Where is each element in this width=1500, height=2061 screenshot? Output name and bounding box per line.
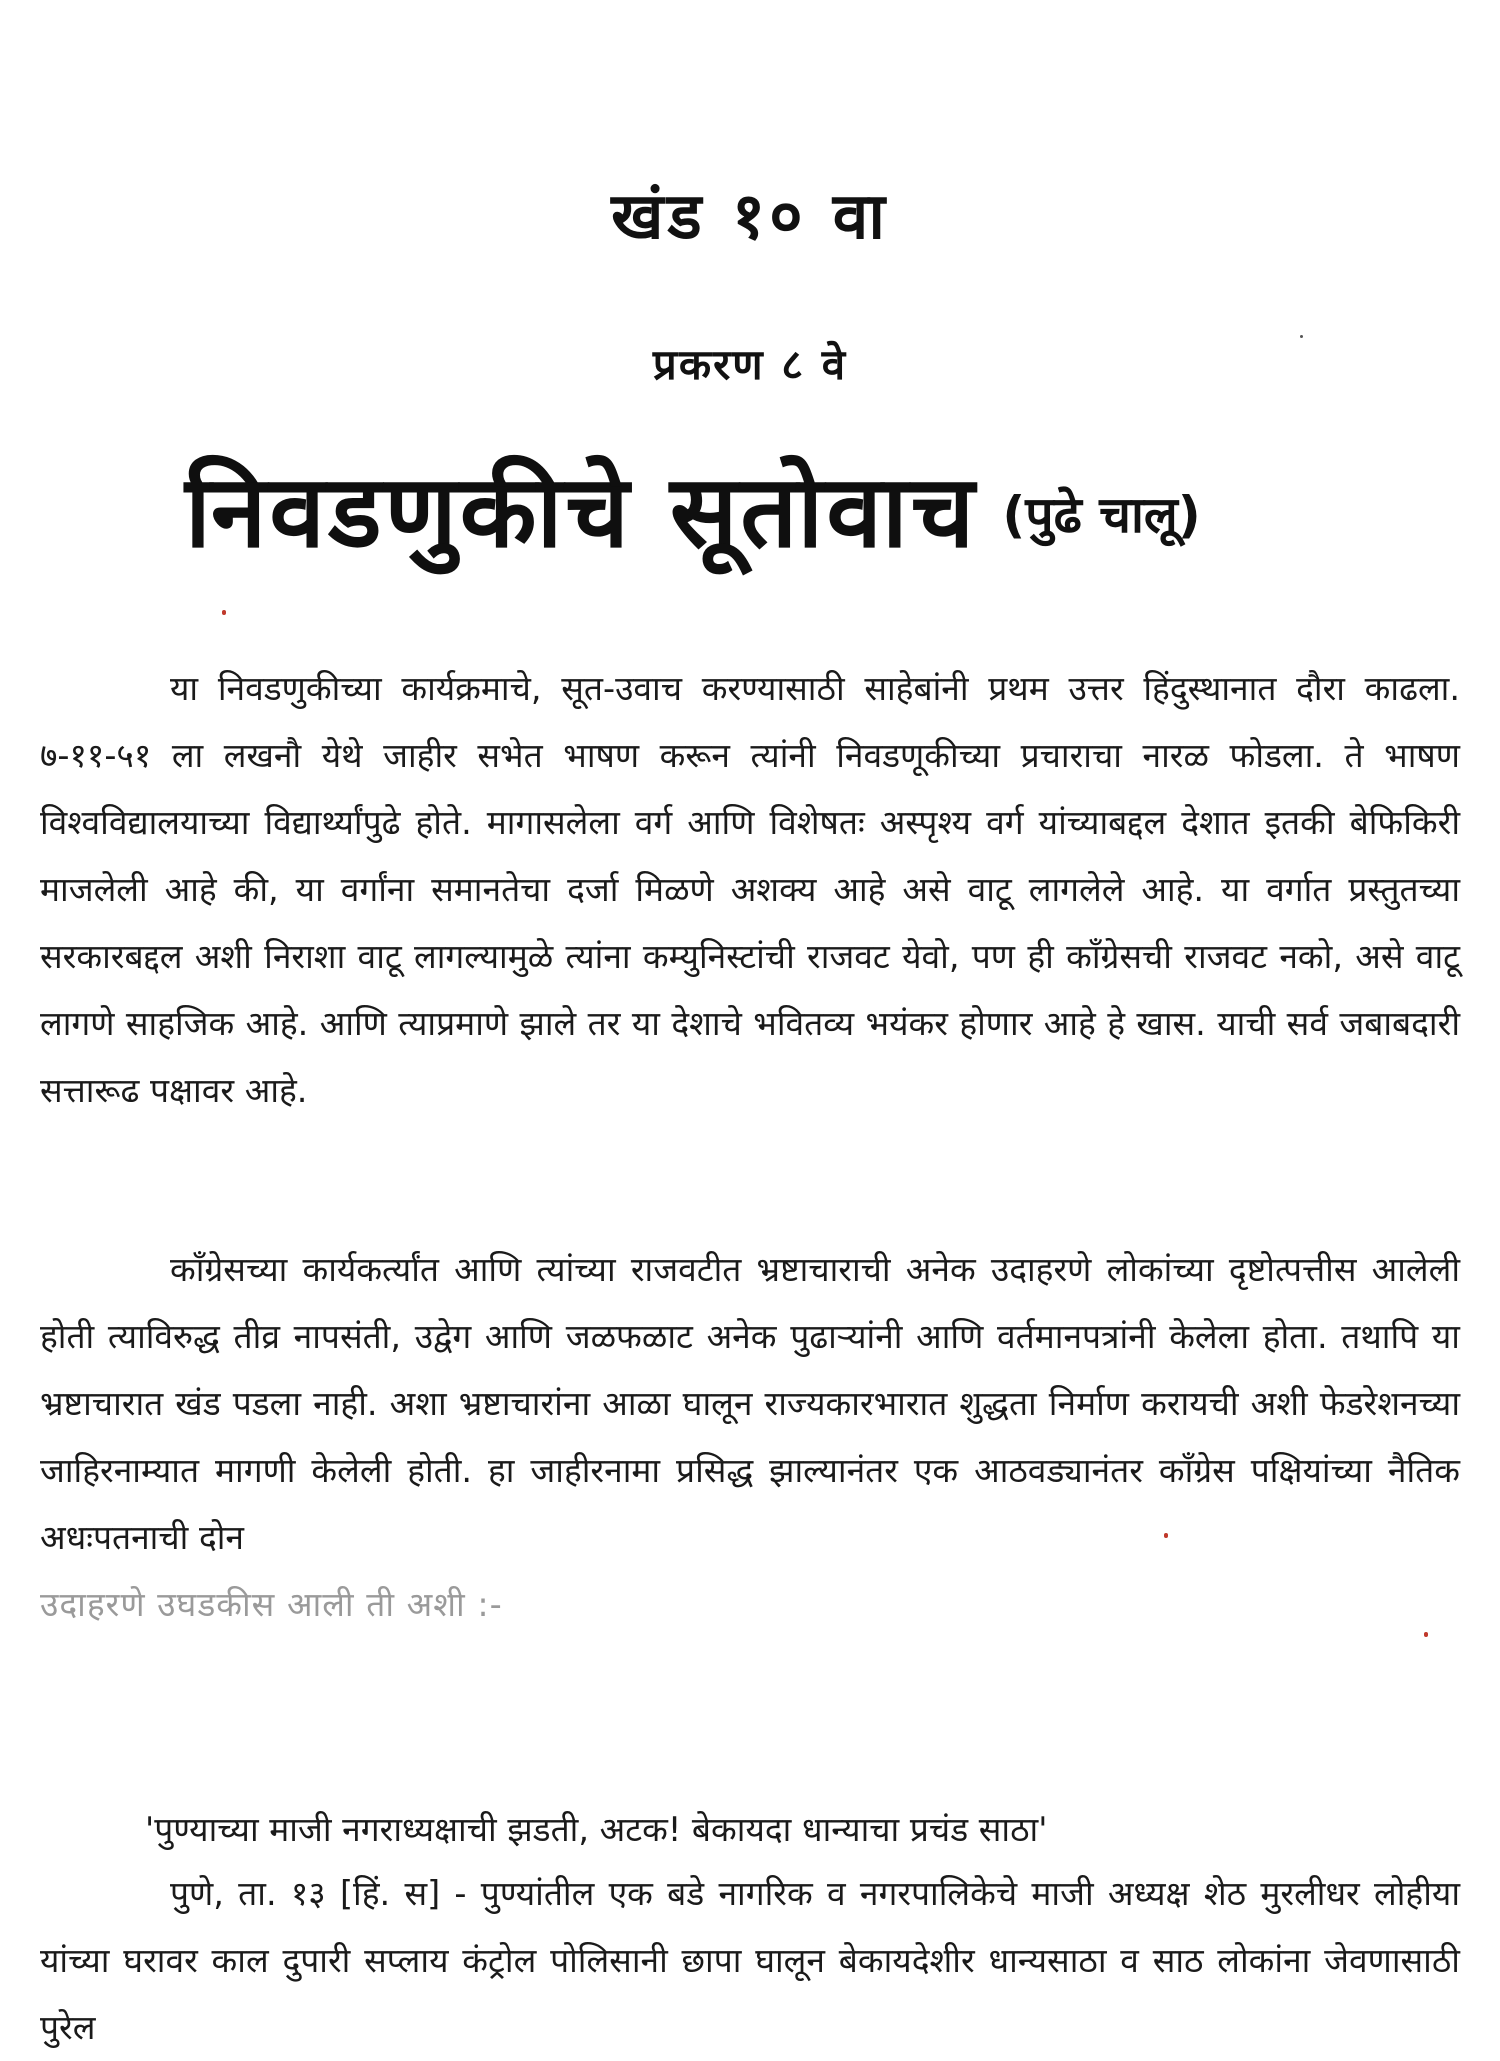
paragraph-1: या निवडणुकीच्या कार्यक्रमाचे, सूत-उवाच करण्यासाठी साहेबांनी प्रथम उत्तर हिंदुस्थानात दौरा काढला. ७-११-५१ ला लखनौ येथे जाहीर सभेत भाषण करून त्यांनी निवडणूकीच्या प्रचाराचा नारळ फोडला. ते भाषण विश्वविद्यालयाच्या विद्यार्थ्यांपुढे होते. मागासलेला वर्ग आणि विशेषतः अस्पृश्य वर्ग यांच्याबद्दल देशात इतकी बेफिकिरी माजलेली आहे की, या वर्गांना समानतेचा दर्जा मिळणे अशक्य आहे असे वाटू लागलेले आहे. या वर्गात प्रस्तुतच्या सरकारबद्दल अशी निराशा वाटू लागल्यामुळे त्यांना कम्युनिस्टांची राजवट येवो, पण ही कॉंग्रेसची राजवट नको, असे वाटू लागणे साहजिक आहे. आणि त्याप्रमाणे झाले तर या देशाचे भवितव्य भयंकर होणार आहे हे खास. याची सर्व जबाबदारी सत्तारूढ पक्षावर आहे. [40, 669, 1460, 1110]
ink-mark [222, 610, 226, 615]
paragraph-3-block [40, 1860, 1460, 2061]
paragraph-2-block [40, 1236, 1460, 1638]
ink-mark [1164, 1533, 1168, 1538]
chapter-title: निवडणुकीचे सूतोवाच [185, 453, 978, 570]
chapter-heading: प्रकरण ८ वे [652, 340, 848, 389]
ink-mark [1424, 1632, 1428, 1637]
paragraph-1-block [40, 655, 1460, 1124]
chapter-title-note: (पुढे चालू) [1002, 486, 1201, 544]
paragraph-2 [40, 1236, 1460, 1638]
paragraph-3: पुणे, ता. १३ [हिं. स] - पुण्यांतील एक बडे नागरिक व नगरपालिकेचे माजी अध्यक्ष शेठ मुरलीधर लोहीया यांच्या घरावर काल दुपारी सप्लाय कंट्रोल पोलिसानी छापा घालून बेकायदेशीर धान्यसाठा व साठ लोकांना जेवणासाठी पुरेल [40, 1874, 1460, 2047]
news-headline: 'पुण्याच्या माजी नगराध्यक्षाची झडती, अटक! बेकायदा धान्याचा प्रचंड साठा' [145, 1810, 1048, 1849]
chapter-title-row [185, 440, 1385, 576]
section-heading: खंड १० वा [611, 180, 889, 254]
paragraph-2-faded-line: उदाहरणे उघडकीस आली ती अशी :- [40, 1585, 503, 1624]
paper-speck [1300, 335, 1303, 338]
paragraph-2-text: कॉंग्रेसच्या कार्यकर्त्यांत आणि त्यांच्या राजवटीत भ्रष्टाचाराची अनेक उदाहरणे लोकांच्या दृष्टोत्पत्तीस आलेली होती त्याविरुद्ध तीव्र नापसंती, उद्वेग आणि जळफळाट अनेक पुढाऱ्यांनी आणि वर्तमानपत्रांनी केलेला होता. तथापि या भ्रष्टाचारात खंड पडला नाही. अशा भ्रष्टाचारांना आळा घालून राज्यकारभारात शुद्धता निर्माण करायची अशी फेडरेशनच्या जाहिरनाम्यात मागणी केलेली होती. हा जाहीरनामा प्रसिद्ध झाल्यानंतर एक आठवड्यानंतर कॉंग्रेस पक्षियांच्या नैतिक अधःपतनाची दोन [40, 1250, 1460, 1557]
